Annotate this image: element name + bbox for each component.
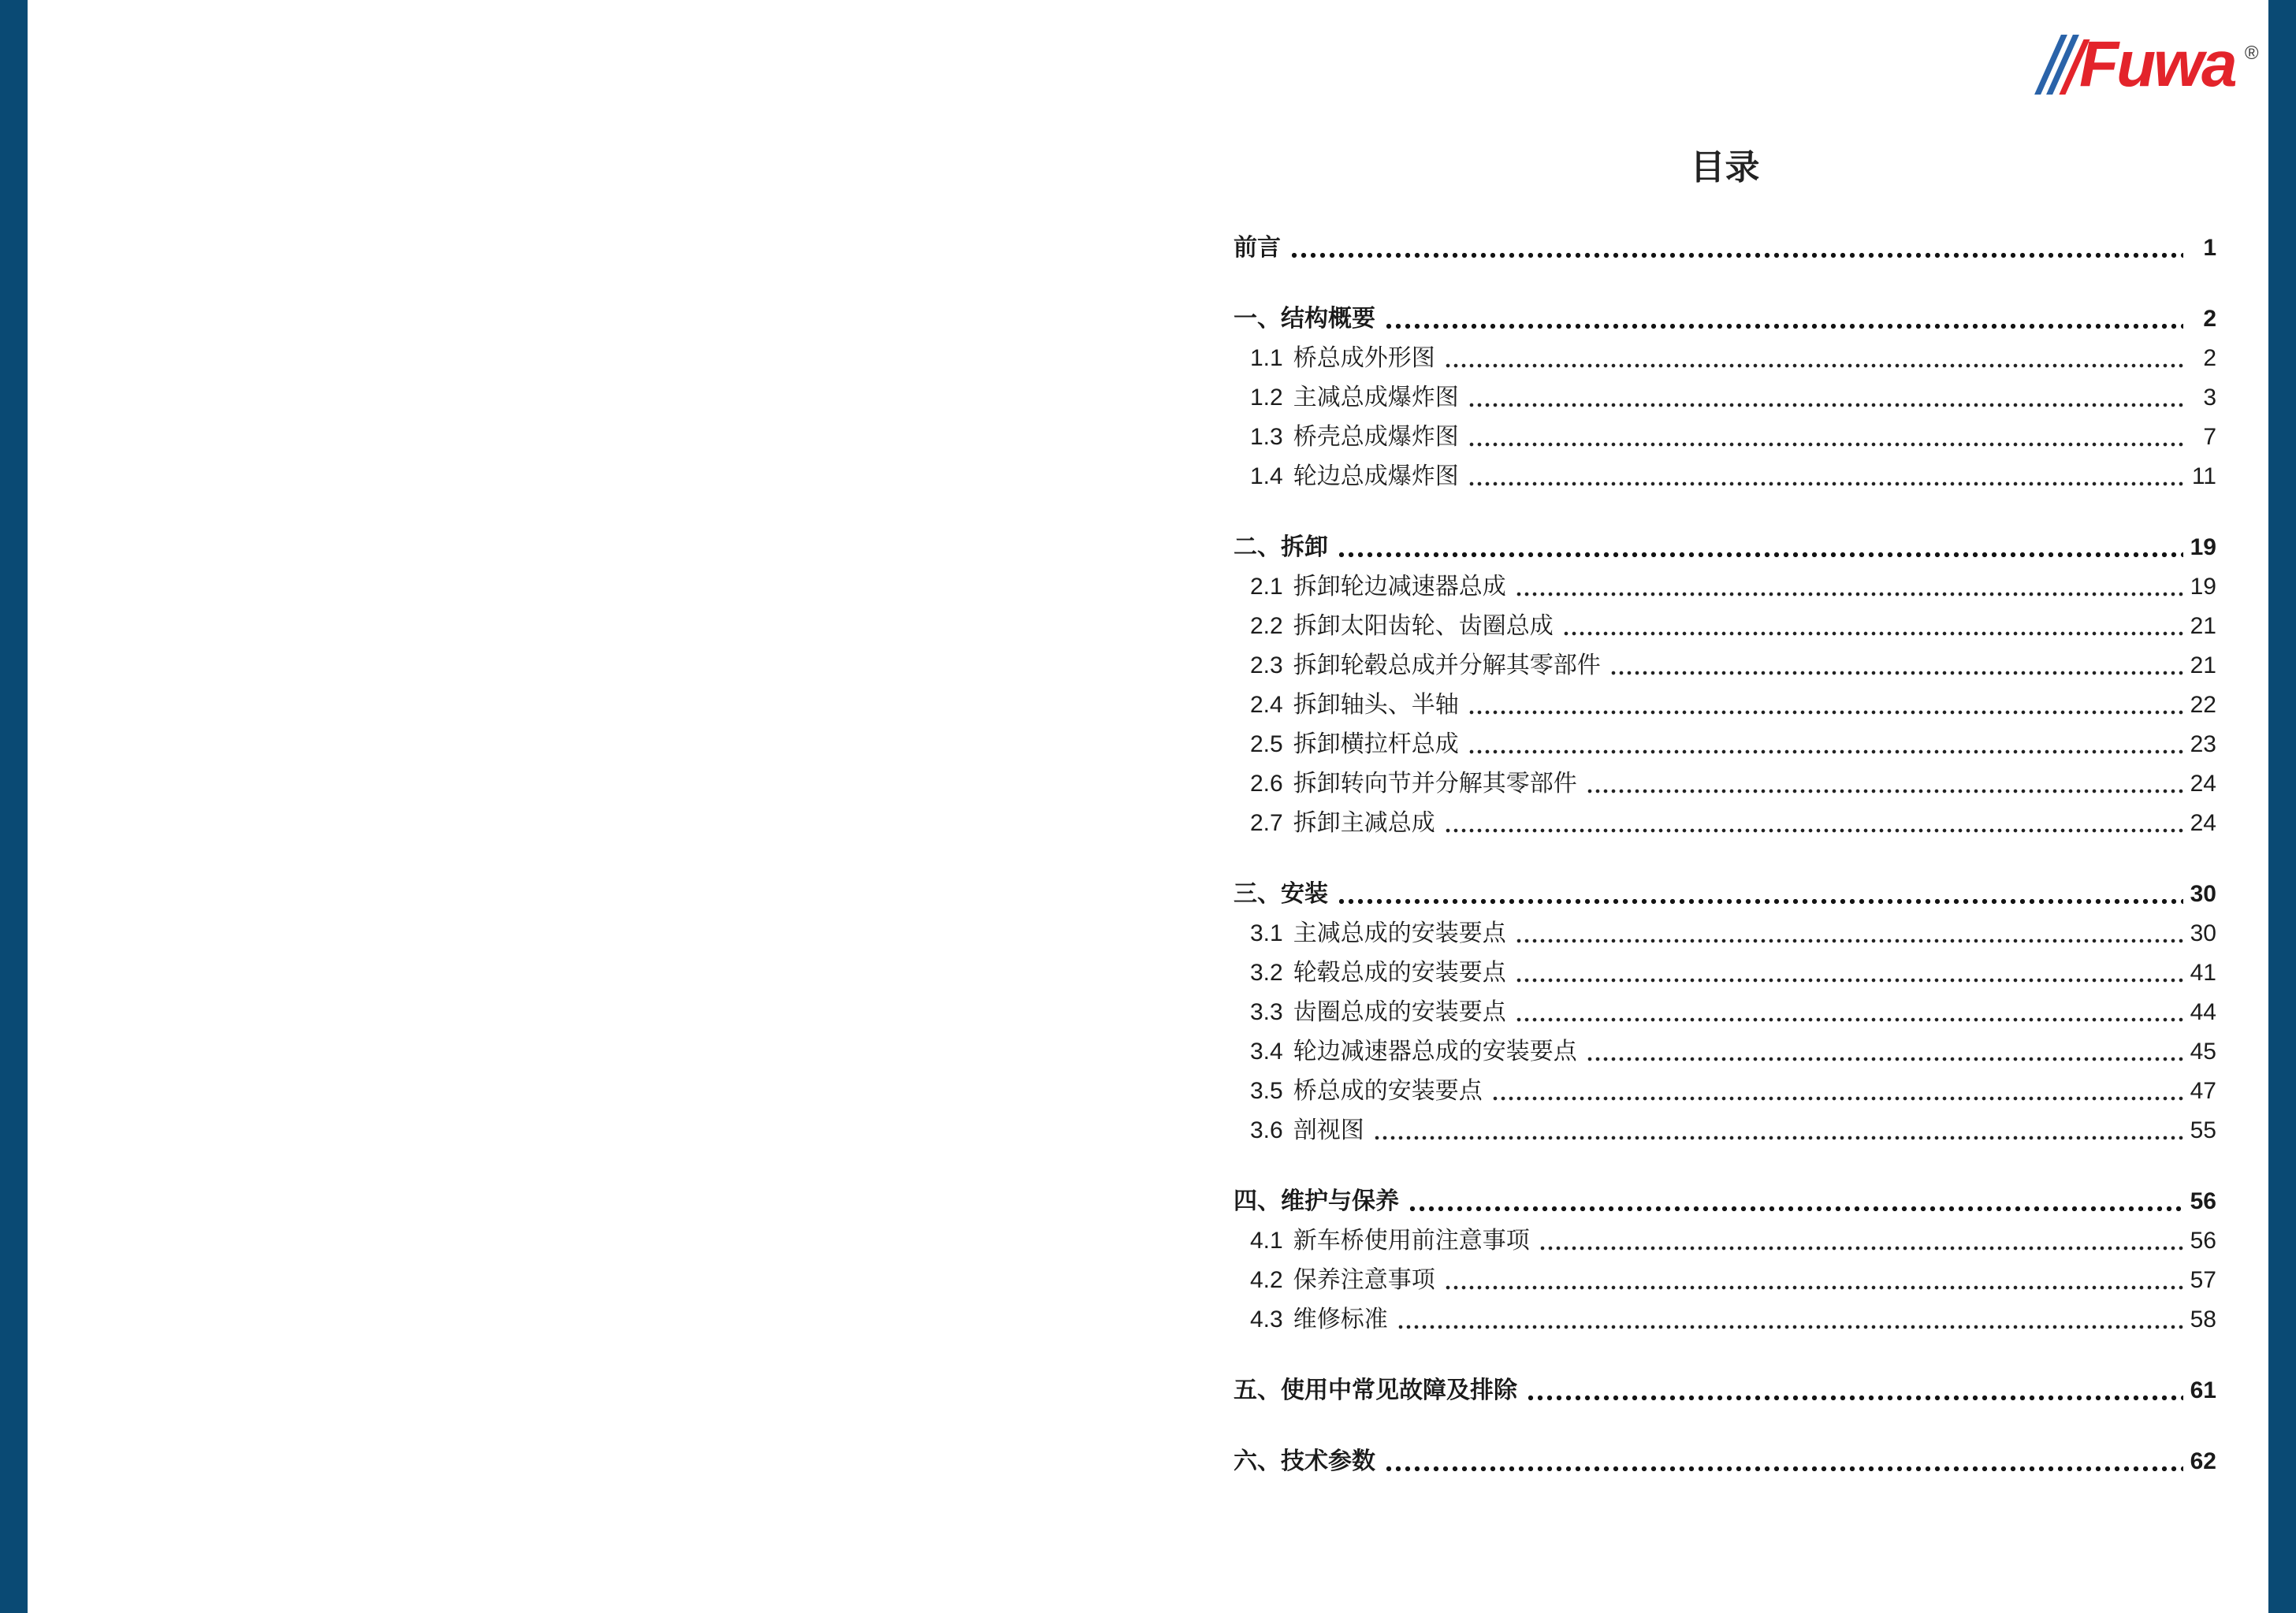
toc-entry[interactable] [1234, 1266, 2216, 1295]
table-of-contents [1234, 0, 2216, 1476]
toc-entry-page-number: 21 [2190, 613, 2216, 639]
toc-entry[interactable] [1234, 423, 2216, 452]
toc-entry-page-number: 1 [2203, 235, 2216, 261]
toc-entry[interactable] [1234, 691, 2216, 719]
toc-entry[interactable] [1234, 1306, 2216, 1334]
toc-entry-number: 2.2 [1250, 613, 1283, 639]
toc-entry-label: 桥总成外形图 [1293, 345, 1435, 371]
dot-leader [1444, 362, 2183, 369]
dot-leader [1562, 630, 2183, 637]
toc-entry-label: 拆卸太阳齿轮、齿圈总成 [1293, 613, 1554, 639]
toc-entry[interactable] [1234, 880, 2216, 909]
dot-leader [1515, 1016, 2183, 1023]
toc-entry-number: 4.3 [1250, 1306, 1283, 1332]
dot-leader [1468, 441, 2183, 448]
toc-entry[interactable] [1234, 1227, 2216, 1255]
toc-entry-label: 一、结构概要 [1234, 306, 1375, 332]
toc-entry[interactable] [1234, 1038, 2216, 1066]
toc-entry-label: 二、拆卸 [1234, 534, 1328, 560]
toc-entry[interactable] [1234, 730, 2216, 759]
toc-entry-label: 轮边总成爆炸图 [1293, 463, 1459, 489]
toc-entry[interactable] [1234, 384, 2216, 412]
toc-entry-page-number: 2 [2203, 345, 2216, 371]
dot-leader [1337, 898, 2183, 905]
toc-entry-label: 轮毂总成的安装要点 [1293, 960, 1506, 986]
toc-entry-page-number: 11 [2191, 463, 2216, 489]
dot-leader [1586, 788, 2183, 794]
toc-entry-label: 拆卸轮毂总成并分解其零部件 [1293, 652, 1601, 678]
toc-entry-number: 4.1 [1250, 1228, 1283, 1254]
toc-entry-number: 2.5 [1250, 731, 1283, 757]
toc-entry-label: 前言 [1234, 235, 1281, 261]
dot-leader [1444, 1284, 2183, 1291]
toc-entry-page-number: 24 [2190, 810, 2216, 836]
toc-entry-number: 1.2 [1250, 385, 1283, 411]
toc-entry[interactable] [1234, 652, 2216, 680]
toc-entry[interactable] [1234, 533, 2216, 562]
toc-entry-page-number: 45 [2190, 1039, 2216, 1065]
dot-leader [1397, 1324, 2183, 1330]
toc-entry[interactable] [1234, 998, 2216, 1027]
dot-leader [1468, 481, 2183, 487]
toc-entry-label: 主减总成爆炸图 [1293, 385, 1459, 411]
toc-entry-number: 1.3 [1250, 424, 1283, 450]
logo-wordmark: Fuwa [2079, 28, 2235, 100]
dot-leader [1609, 670, 2183, 676]
toc-entry-label: 拆卸横拉杆总成 [1293, 731, 1459, 757]
toc-entry-number: 3.2 [1250, 960, 1283, 986]
toc-entry[interactable] [1234, 612, 2216, 641]
toc-entry-label: 六、技术参数 [1234, 1448, 1375, 1474]
toc-entry[interactable] [1234, 920, 2216, 948]
dot-leader [1491, 1095, 2183, 1102]
toc-entry-page-number: 61 [2190, 1377, 2216, 1403]
toc-entry[interactable] [1234, 809, 2216, 838]
toc-entry-page-number: 47 [2190, 1078, 2216, 1104]
toc-entry[interactable] [1234, 1187, 2216, 1216]
toc-entry-label: 桥壳总成爆炸图 [1293, 424, 1459, 450]
dot-leader [1373, 1135, 2183, 1141]
dot-leader [1539, 1245, 2183, 1251]
toc-entry[interactable] [1234, 1077, 2216, 1106]
dot-leader [1468, 402, 2183, 408]
toc-entry-page-number: 57 [2190, 1267, 2216, 1293]
toc-entry-number: 3.1 [1250, 920, 1283, 946]
dot-leader [1384, 323, 2183, 329]
toc-entry-number: 2.6 [1250, 771, 1283, 797]
dot-leader [1515, 591, 2183, 597]
toc-entry[interactable] [1234, 770, 2216, 798]
toc-entry-label: 剖视图 [1293, 1117, 1364, 1143]
toc-entry-page-number: 22 [2190, 692, 2216, 718]
toc-entry[interactable] [1234, 573, 2216, 601]
dot-leader [1384, 1466, 2183, 1472]
toc-entry-page-number: 23 [2190, 731, 2216, 757]
toc-entry-page-number: 21 [2190, 652, 2216, 678]
toc-entry-label: 桥总成的安装要点 [1293, 1078, 1483, 1104]
toc-entry-page-number: 56 [2190, 1188, 2216, 1214]
toc-entry-label: 三、安装 [1234, 881, 1328, 907]
toc-entry-number: 3.6 [1250, 1117, 1283, 1143]
toc-entry-page-number: 41 [2190, 960, 2216, 986]
toc-entry-label: 齿圈总成的安装要点 [1293, 999, 1506, 1025]
dot-leader [1586, 1056, 2183, 1062]
toc-entry-label: 轮边减速器总成的安装要点 [1293, 1039, 1577, 1065]
toc-entry-label: 五、使用中常见故障及排除 [1234, 1377, 1517, 1403]
toc-entry[interactable] [1234, 463, 2216, 491]
toc-entry[interactable] [1234, 1377, 2216, 1405]
left-page-edge-bar [0, 0, 28, 1613]
toc-entry-page-number: 24 [2190, 771, 2216, 797]
toc-entry-page-number: 19 [2190, 534, 2216, 560]
toc-entry-number: 3.4 [1250, 1039, 1283, 1065]
dot-leader [1515, 938, 2183, 944]
dot-leader [1515, 977, 2183, 983]
toc-entry-page-number: 55 [2190, 1117, 2216, 1143]
toc-entry-number: 3.5 [1250, 1078, 1283, 1104]
toc-entry-number: 1.4 [1250, 463, 1283, 489]
toc-entry-label: 四、维护与保养 [1234, 1188, 1399, 1214]
toc-entry[interactable] [1234, 959, 2216, 987]
toc-entry-label: 主减总成的安装要点 [1293, 920, 1506, 946]
toc-entry[interactable] [1234, 234, 2216, 262]
right-page-edge-bar [2268, 0, 2296, 1613]
dot-leader [1444, 827, 2183, 834]
toc-entry-number: 4.2 [1250, 1267, 1283, 1293]
toc-entry-label: 拆卸转向节并分解其零部件 [1293, 771, 1577, 797]
toc-entry-label: 拆卸主减总成 [1293, 810, 1435, 836]
toc-entry-page-number: 7 [2203, 424, 2216, 450]
page-title: 目录 [1690, 148, 1760, 187]
toc-entry-page-number: 56 [2190, 1228, 2216, 1254]
toc-entry[interactable] [1234, 1448, 2216, 1476]
dot-leader [1337, 552, 2183, 558]
registered-trademark-icon: ® [2244, 43, 2259, 64]
dot-leader [1468, 749, 2183, 755]
toc-entry[interactable] [1234, 1117, 2216, 1145]
toc-entry-label: 保养注意事项 [1293, 1267, 1435, 1293]
dot-leader [1289, 252, 2183, 258]
toc-entry-page-number: 44 [2190, 999, 2216, 1025]
toc-entry-page-number: 30 [2190, 920, 2216, 946]
toc-entry-page-number: 62 [2190, 1448, 2216, 1474]
toc-entry[interactable] [1234, 305, 2216, 333]
toc-entry-label: 新车桥使用前注意事项 [1293, 1228, 1530, 1254]
toc-entry-page-number: 58 [2190, 1306, 2216, 1332]
toc-entry-label: 拆卸轮边减速器总成 [1293, 574, 1506, 600]
toc-entry-label: 拆卸轴头、半轴 [1293, 692, 1459, 718]
toc-entry-number: 2.1 [1250, 574, 1283, 600]
toc-entry-label: 维修标准 [1293, 1306, 1388, 1332]
toc-entry-number: 2.3 [1250, 652, 1283, 678]
toc-entry-number: 2.7 [1250, 810, 1283, 836]
toc-entry-number: 2.4 [1250, 692, 1283, 718]
dot-leader [1408, 1206, 2183, 1212]
toc-entry-page-number: 30 [2190, 881, 2216, 907]
dot-leader [1526, 1395, 2183, 1401]
dot-leader [1468, 709, 2183, 715]
toc-entry-number: 3.3 [1250, 999, 1283, 1025]
toc-entry-page-number: 3 [2203, 385, 2216, 411]
toc-entry-page-number: 2 [2203, 306, 2216, 332]
toc-entry[interactable] [1234, 344, 2216, 373]
toc-entry-page-number: 19 [2190, 574, 2216, 600]
toc-list [1234, 234, 2216, 1476]
toc-entry-number: 1.1 [1250, 345, 1283, 371]
